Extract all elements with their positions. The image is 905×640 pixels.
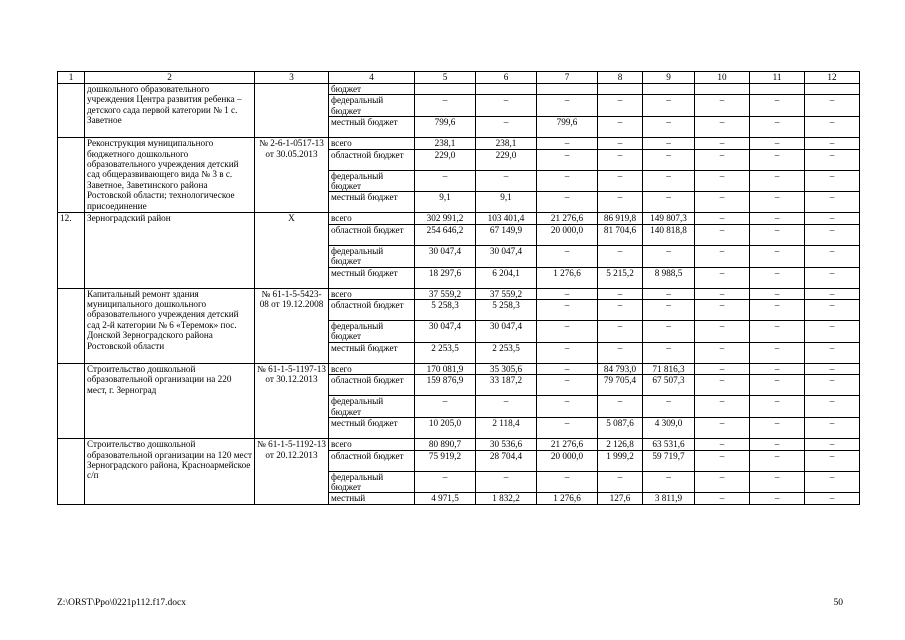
value-cell: – bbox=[750, 149, 805, 170]
value-cell: – bbox=[750, 493, 805, 504]
funding-source: всего bbox=[329, 363, 415, 374]
value-cell: 5 258,3 bbox=[415, 300, 476, 321]
value-cell: 71 816,3 bbox=[643, 363, 695, 374]
value-cell: 75 919,2 bbox=[415, 450, 476, 471]
value-cell: – bbox=[598, 192, 643, 213]
value-cell: – bbox=[695, 138, 750, 149]
value-cell: – bbox=[695, 396, 750, 418]
value-cell: – bbox=[598, 342, 643, 363]
value-cell: 18 297,6 bbox=[415, 267, 476, 288]
header-cell: 12 bbox=[805, 72, 860, 84]
region-number bbox=[58, 84, 85, 138]
value-cell: – bbox=[537, 245, 598, 267]
funding-source: всего bbox=[329, 288, 415, 299]
value-cell: – bbox=[537, 170, 598, 192]
value-cell: – bbox=[476, 396, 537, 418]
value-cell: – bbox=[598, 245, 643, 267]
value-cell: – bbox=[750, 245, 805, 267]
object-name: Строительство дошкольной образовательной организации на 220 мест, г. Зерноград bbox=[85, 363, 255, 438]
header-row bbox=[58, 72, 860, 84]
value-cell: – bbox=[598, 95, 643, 117]
funding-source: федеральный бюджет bbox=[329, 471, 415, 493]
funding-source: местный бюджет bbox=[329, 192, 415, 213]
value-cell: 30 047,4 bbox=[476, 245, 537, 267]
value-cell: – bbox=[750, 288, 805, 299]
value-cell: – bbox=[750, 375, 805, 396]
funding-source: федеральный бюджет bbox=[329, 95, 415, 117]
value-cell: – bbox=[805, 170, 860, 192]
value-cell: – bbox=[750, 342, 805, 363]
value-cell: – bbox=[750, 117, 805, 138]
value-cell: – bbox=[750, 138, 805, 149]
value-cell: 2 253,5 bbox=[476, 342, 537, 363]
value-cell: – bbox=[695, 493, 750, 504]
value-cell: 86 919,8 bbox=[598, 213, 643, 224]
value-cell: – bbox=[643, 170, 695, 192]
value-cell: – bbox=[476, 117, 537, 138]
value-cell: 21 276,6 bbox=[537, 213, 598, 224]
value-cell: 140 818,8 bbox=[643, 224, 695, 245]
value-cell: 10 205,0 bbox=[415, 418, 476, 439]
value-cell: – bbox=[695, 170, 750, 192]
value-cell: – bbox=[805, 439, 860, 450]
value-cell: – bbox=[750, 192, 805, 213]
value-cell: 229,0 bbox=[476, 149, 537, 170]
value-cell: – bbox=[805, 321, 860, 343]
value-cell: 9,1 bbox=[476, 192, 537, 213]
value-cell: – bbox=[750, 213, 805, 224]
document-ref: № 61-1-5-5423-08 от 19.12.2008 bbox=[255, 288, 329, 363]
value-cell: – bbox=[695, 213, 750, 224]
value-cell: – bbox=[537, 342, 598, 363]
value-cell: 254 646,2 bbox=[415, 224, 476, 245]
value-cell: 35 305,6 bbox=[476, 363, 537, 374]
funding-source: федеральный бюджет bbox=[329, 170, 415, 192]
value-cell: – bbox=[598, 300, 643, 321]
value-cell: – bbox=[805, 418, 860, 439]
object-name: Зерноградский район bbox=[85, 213, 255, 288]
value-cell bbox=[643, 84, 695, 95]
value-cell: – bbox=[415, 396, 476, 418]
funding-source: областной бюджет bbox=[329, 149, 415, 170]
value-cell: 127,6 bbox=[598, 493, 643, 504]
value-cell: 2 118,4 bbox=[476, 418, 537, 439]
funding-source: федеральный бюджет bbox=[329, 321, 415, 343]
value-cell: – bbox=[695, 342, 750, 363]
funding-source: местный бюджет bbox=[329, 342, 415, 363]
value-cell: – bbox=[476, 170, 537, 192]
header-cell: 10 bbox=[695, 72, 750, 84]
funding-source: федеральный бюджет bbox=[329, 245, 415, 267]
funding-source: всего bbox=[329, 213, 415, 224]
value-cell: – bbox=[415, 95, 476, 117]
value-cell: – bbox=[643, 342, 695, 363]
table-row bbox=[58, 213, 860, 224]
value-cell bbox=[415, 84, 476, 95]
value-cell: 20 000,0 bbox=[537, 224, 598, 245]
value-cell: – bbox=[805, 224, 860, 245]
value-cell: – bbox=[695, 450, 750, 471]
value-cell: 59 719,7 bbox=[643, 450, 695, 471]
region-number bbox=[58, 288, 85, 363]
value-cell: 63 531,6 bbox=[643, 439, 695, 450]
value-cell: 30 047,4 bbox=[415, 321, 476, 343]
funding-source: областной бюджет bbox=[329, 375, 415, 396]
value-cell: 5 087,6 bbox=[598, 418, 643, 439]
value-cell: – bbox=[643, 321, 695, 343]
value-cell bbox=[537, 84, 598, 95]
value-cell: – bbox=[805, 300, 860, 321]
value-cell: – bbox=[537, 95, 598, 117]
value-cell: – bbox=[805, 192, 860, 213]
value-cell: 28 704,4 bbox=[476, 450, 537, 471]
value-cell: – bbox=[750, 471, 805, 493]
value-cell: – bbox=[643, 396, 695, 418]
funding-source: всего bbox=[329, 138, 415, 149]
value-cell: 30 047,4 bbox=[415, 245, 476, 267]
value-cell: – bbox=[695, 224, 750, 245]
region-number bbox=[58, 363, 85, 438]
value-cell: 799,6 bbox=[415, 117, 476, 138]
header-cell: 8 bbox=[598, 72, 643, 84]
value-cell: – bbox=[695, 192, 750, 213]
value-cell: – bbox=[598, 117, 643, 138]
region-number bbox=[58, 439, 85, 505]
value-cell: – bbox=[537, 138, 598, 149]
value-cell: – bbox=[805, 375, 860, 396]
value-cell: 238,1 bbox=[476, 138, 537, 149]
value-cell: – bbox=[750, 439, 805, 450]
value-cell: – bbox=[695, 321, 750, 343]
value-cell bbox=[805, 84, 860, 95]
value-cell: – bbox=[805, 95, 860, 117]
value-cell: – bbox=[695, 117, 750, 138]
value-cell: 159 876,9 bbox=[415, 375, 476, 396]
value-cell: – bbox=[537, 149, 598, 170]
funding-source: местный бюджет bbox=[329, 418, 415, 439]
value-cell: 238,1 bbox=[415, 138, 476, 149]
value-cell: 149 807,3 bbox=[643, 213, 695, 224]
value-cell: – bbox=[805, 493, 860, 504]
document-ref: X bbox=[255, 213, 329, 288]
value-cell: – bbox=[695, 363, 750, 374]
value-cell: 1 276,6 bbox=[537, 267, 598, 288]
value-cell: – bbox=[695, 288, 750, 299]
funding-source: областной бюджет bbox=[329, 450, 415, 471]
value-cell: 2 253,5 bbox=[415, 342, 476, 363]
value-cell bbox=[476, 84, 537, 95]
value-cell: – bbox=[695, 267, 750, 288]
value-cell: 302 991,2 bbox=[415, 213, 476, 224]
value-cell: 30 047,4 bbox=[476, 321, 537, 343]
value-cell: – bbox=[643, 95, 695, 117]
funding-source: местный бюджет bbox=[329, 117, 415, 138]
value-cell: – bbox=[537, 418, 598, 439]
value-cell: 1 276,6 bbox=[537, 493, 598, 504]
value-cell: 9,1 bbox=[415, 192, 476, 213]
document-ref bbox=[255, 84, 329, 138]
funding-source: всего bbox=[329, 439, 415, 450]
value-cell: – bbox=[476, 95, 537, 117]
value-cell: – bbox=[695, 300, 750, 321]
value-cell: – bbox=[598, 288, 643, 299]
value-cell: – bbox=[695, 245, 750, 267]
value-cell: – bbox=[476, 471, 537, 493]
value-cell: 103 401,4 bbox=[476, 213, 537, 224]
value-cell: 33 187,2 bbox=[476, 375, 537, 396]
value-cell: – bbox=[643, 288, 695, 299]
region-number bbox=[58, 138, 85, 213]
value-cell bbox=[750, 84, 805, 95]
value-cell: – bbox=[805, 213, 860, 224]
value-cell: – bbox=[415, 170, 476, 192]
document-ref: № 2-6-1-0517-13 от 30.05.2013 bbox=[255, 138, 329, 213]
value-cell: – bbox=[537, 363, 598, 374]
value-cell: 21 276,6 bbox=[537, 439, 598, 450]
value-cell: – bbox=[643, 138, 695, 149]
value-cell: – bbox=[598, 149, 643, 170]
value-cell: – bbox=[750, 170, 805, 192]
object-name: Строительство дошкольной образовательной организации на 120 мест Зерноградского района, Красноармейское с/п bbox=[85, 439, 255, 505]
value-cell: – bbox=[805, 396, 860, 418]
value-cell: 20 000,0 bbox=[537, 450, 598, 471]
value-cell: – bbox=[805, 288, 860, 299]
value-cell: 81 704,6 bbox=[598, 224, 643, 245]
funding-source: областной бюджет bbox=[329, 224, 415, 245]
header-cell: 6 bbox=[476, 72, 537, 84]
value-cell: – bbox=[598, 321, 643, 343]
object-name: Капитальный ремонт здания муниципального дошкольного образовательного учреждения детский сад 2-й категории № 6 «Теремок» пос. Донской Зерноградского района Ростовской области bbox=[85, 288, 255, 363]
value-cell: – bbox=[805, 342, 860, 363]
budget-table bbox=[57, 71, 860, 505]
object-name: Реконструкция муниципального бюджетного дошкольного образовательного учреждения детский сад общеразвивающего вида № 3 в с. Заветное, Заветинского района Ростовской области; технологическое присоединение bbox=[85, 138, 255, 213]
value-cell: – bbox=[598, 170, 643, 192]
value-cell: 8 988,5 bbox=[643, 267, 695, 288]
value-cell: 229,0 bbox=[415, 149, 476, 170]
value-cell: – bbox=[537, 288, 598, 299]
value-cell: 67 149,9 bbox=[476, 224, 537, 245]
object-name: дошкольного образовательного учреждения Центра развития ребенка – детского сада первой категории № 1 с. Заветное bbox=[85, 84, 255, 138]
value-cell: 5 215,2 bbox=[598, 267, 643, 288]
value-cell: – bbox=[598, 396, 643, 418]
region-number: 12. bbox=[58, 213, 85, 288]
value-cell: – bbox=[643, 471, 695, 493]
value-cell bbox=[695, 84, 750, 95]
value-cell: – bbox=[537, 375, 598, 396]
value-cell: – bbox=[695, 149, 750, 170]
value-cell: – bbox=[750, 363, 805, 374]
value-cell bbox=[598, 84, 643, 95]
table-row bbox=[58, 288, 860, 299]
value-cell: 37 559,2 bbox=[415, 288, 476, 299]
value-cell: – bbox=[695, 439, 750, 450]
value-cell: – bbox=[805, 363, 860, 374]
value-cell: – bbox=[537, 471, 598, 493]
value-cell: 170 081,9 bbox=[415, 363, 476, 374]
value-cell: – bbox=[695, 418, 750, 439]
funding-source: местный бюджет bbox=[329, 267, 415, 288]
header-cell: 4 bbox=[329, 72, 415, 84]
value-cell: 799,6 bbox=[537, 117, 598, 138]
value-cell: – bbox=[643, 192, 695, 213]
table-row bbox=[58, 138, 860, 149]
header-cell: 5 bbox=[415, 72, 476, 84]
page-number: 50 bbox=[833, 598, 843, 608]
header-cell: 1 bbox=[58, 72, 85, 84]
value-cell: – bbox=[750, 418, 805, 439]
header-cell: 11 bbox=[750, 72, 805, 84]
value-cell: 37 559,2 bbox=[476, 288, 537, 299]
table-row bbox=[58, 363, 860, 374]
header-cell: 9 bbox=[643, 72, 695, 84]
value-cell: – bbox=[805, 245, 860, 267]
value-cell: – bbox=[750, 300, 805, 321]
document-ref: № 61-1-5-1197-13 от 30.12.2013 bbox=[255, 363, 329, 438]
value-cell: – bbox=[643, 117, 695, 138]
value-cell: – bbox=[805, 471, 860, 493]
value-cell: 5 258,3 bbox=[476, 300, 537, 321]
value-cell: – bbox=[415, 471, 476, 493]
value-cell: – bbox=[643, 245, 695, 267]
value-cell: – bbox=[537, 396, 598, 418]
value-cell: – bbox=[695, 375, 750, 396]
funding-source: областной бюджет bbox=[329, 300, 415, 321]
value-cell: – bbox=[695, 471, 750, 493]
value-cell: – bbox=[750, 267, 805, 288]
table-row bbox=[58, 84, 860, 95]
value-cell: – bbox=[598, 138, 643, 149]
value-cell: 80 890,7 bbox=[415, 439, 476, 450]
value-cell: – bbox=[805, 149, 860, 170]
funding-source: бюджет bbox=[329, 84, 415, 95]
value-cell: – bbox=[643, 300, 695, 321]
value-cell: – bbox=[537, 321, 598, 343]
table-row bbox=[58, 439, 860, 450]
value-cell: – bbox=[750, 450, 805, 471]
value-cell: – bbox=[598, 471, 643, 493]
funding-source: федеральный бюджет bbox=[329, 396, 415, 418]
value-cell: – bbox=[805, 138, 860, 149]
footer-file-path: Z:\ORST\Ppo\0221p112.f17.docx bbox=[57, 598, 186, 608]
header-cell: 3 bbox=[255, 72, 329, 84]
value-cell: 2 126,8 bbox=[598, 439, 643, 450]
value-cell: 1 999,2 bbox=[598, 450, 643, 471]
value-cell: – bbox=[695, 95, 750, 117]
value-cell: – bbox=[805, 267, 860, 288]
value-cell: 6 204,1 bbox=[476, 267, 537, 288]
document-ref: № 61-1-5-1192-13 от 20.12.2013 bbox=[255, 439, 329, 505]
value-cell: 1 832,2 bbox=[476, 493, 537, 504]
value-cell: 3 811,9 bbox=[643, 493, 695, 504]
value-cell: – bbox=[750, 396, 805, 418]
value-cell: 4 971,5 bbox=[415, 493, 476, 504]
value-cell: 79 705,4 bbox=[598, 375, 643, 396]
value-cell: 4 309,0 bbox=[643, 418, 695, 439]
header-cell: 2 bbox=[85, 72, 255, 84]
value-cell: 84 793,0 bbox=[598, 363, 643, 374]
value-cell: – bbox=[750, 224, 805, 245]
header-cell: 7 bbox=[537, 72, 598, 84]
value-cell: – bbox=[537, 192, 598, 213]
value-cell: – bbox=[537, 300, 598, 321]
value-cell: 67 507,3 bbox=[643, 375, 695, 396]
value-cell: – bbox=[805, 117, 860, 138]
value-cell: 30 536,6 bbox=[476, 439, 537, 450]
value-cell: – bbox=[750, 321, 805, 343]
value-cell: – bbox=[643, 149, 695, 170]
value-cell: – bbox=[805, 450, 860, 471]
funding-source: местный bbox=[329, 493, 415, 504]
value-cell: – bbox=[750, 95, 805, 117]
